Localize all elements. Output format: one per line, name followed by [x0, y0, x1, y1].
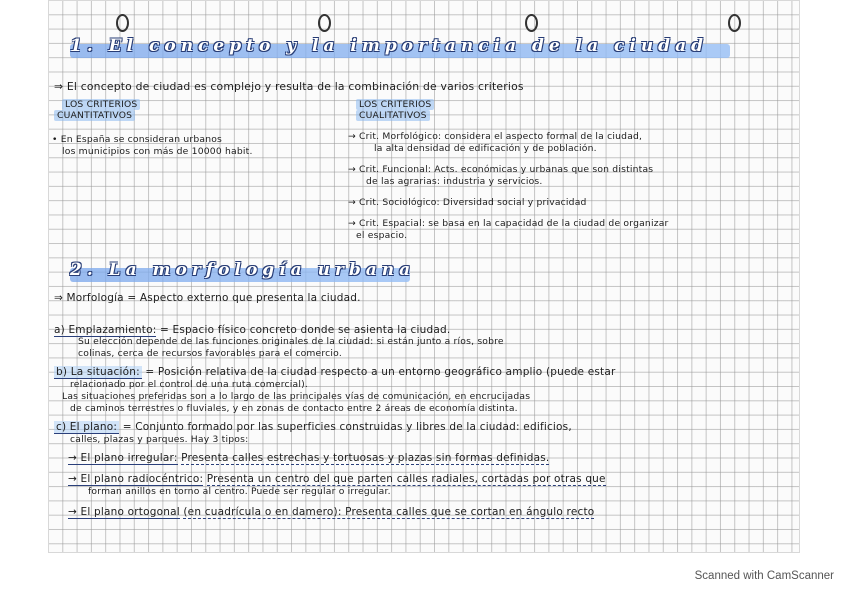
section1-intro: ⇒ El concepto de ciudad es complejo y resulta de la combinación de varios criterios: [54, 80, 524, 93]
quant-header-line1: LOS CRITERIOS: [62, 99, 140, 110]
plan-radiocentrico-line2: forman anillos en torno al centro. Puede ser regular o irregular.: [88, 486, 391, 497]
qual-item-line2: de las agrarias: industria y servicios.: [366, 176, 543, 187]
scanner-watermark: Scanned with CamScanner: [694, 570, 834, 582]
qual-item-line1: → Crit. Funcional: Acts. económicas y urbanas que son distintas: [348, 164, 654, 175]
plano-line: c) El plano: = Conjunto formado por las superficies construidas y libres de la ciudad: edificios,: [56, 421, 572, 433]
qual-item-line1: → Crit. Espacial: se basa en la capacidad de la ciudad de organizar: [348, 218, 669, 229]
plan-ortogonal: → El plano ortogonal (en cuadrícula o en damero): Presenta calles que se cortan en ángulo recto: [68, 506, 595, 518]
ring-hole-icon: [728, 14, 741, 32]
situacion-line4: de caminos terrestres o fluviales, y en zonas de contacto entre 2 áreas de economía distinta.: [70, 403, 518, 414]
plano-label: c) El plano:: [56, 421, 118, 433]
emplazamiento-label: a) Emplazamiento:: [54, 324, 157, 336]
situacion-line: b) La situación: = Posición relativa de la ciudad respecto a un entorno geográfico amplio (puede estar: [56, 366, 616, 378]
plan-radiocentrico: → El plano radiocéntrico: Presenta un centro del que parten calles radiales, cortadas por otras que: [68, 473, 606, 485]
qual-item-line2: la alta densidad de edificación y de población.: [374, 143, 597, 154]
section1-title: 1. El concepto y la importancia de la ciudad: [70, 36, 708, 56]
ring-hole-icon: [525, 14, 538, 32]
section2-title: 2. La morfología urbana: [70, 260, 416, 280]
situacion-label: b) La situación:: [56, 366, 140, 378]
qual-item-line1: → Crit. Sociológico: Diversidad social y privacidad: [348, 197, 587, 208]
notebook-page: [48, 0, 800, 553]
emplazamiento-line2: Su elección depende de las funciones originales de la ciudad: si están junto a ríos, sobre: [78, 336, 504, 347]
plan-irregular: → El plano irregular: Presenta calles estrechas y tortuosas y plazas sin formas definidas.: [68, 452, 550, 464]
qual-header-line1: LOS CRITERIOS: [356, 99, 434, 110]
emplazamiento-line: a) Emplazamiento: = Espacio físico concreto donde se asienta la ciudad.: [54, 324, 451, 336]
qual-header-line2: CUALITATIVOS: [356, 110, 430, 121]
situacion-line3: Las situaciones preferidas son a lo largo de las principales vías de comunicación, en encrucijadas: [62, 391, 531, 402]
qual-item-line2: el espacio.: [356, 230, 408, 241]
quant-text-line2: los municipios con más de 10000 habit.: [62, 146, 253, 157]
situacion-line2: relacionado por el control de una ruta comercial).: [70, 379, 308, 390]
quant-header-line2: CUANTITATIVOS: [54, 110, 135, 121]
morphology-definition: ⇒ Morfología = Aspecto externo que presenta la ciudad.: [54, 292, 361, 304]
emplazamiento-line3: colinas, cerca de recursos favorables para el comercio.: [78, 348, 342, 359]
ring-hole-icon: [116, 14, 129, 32]
ring-hole-icon: [318, 14, 331, 32]
plano-line2: calles, plazas y parques. Hay 3 tipos:: [70, 434, 249, 445]
quant-text-line1: • En España se consideran urbanos: [52, 134, 223, 145]
qual-item-line1: → Crit. Morfológico: considera el aspecto formal de la ciudad,: [348, 131, 643, 142]
